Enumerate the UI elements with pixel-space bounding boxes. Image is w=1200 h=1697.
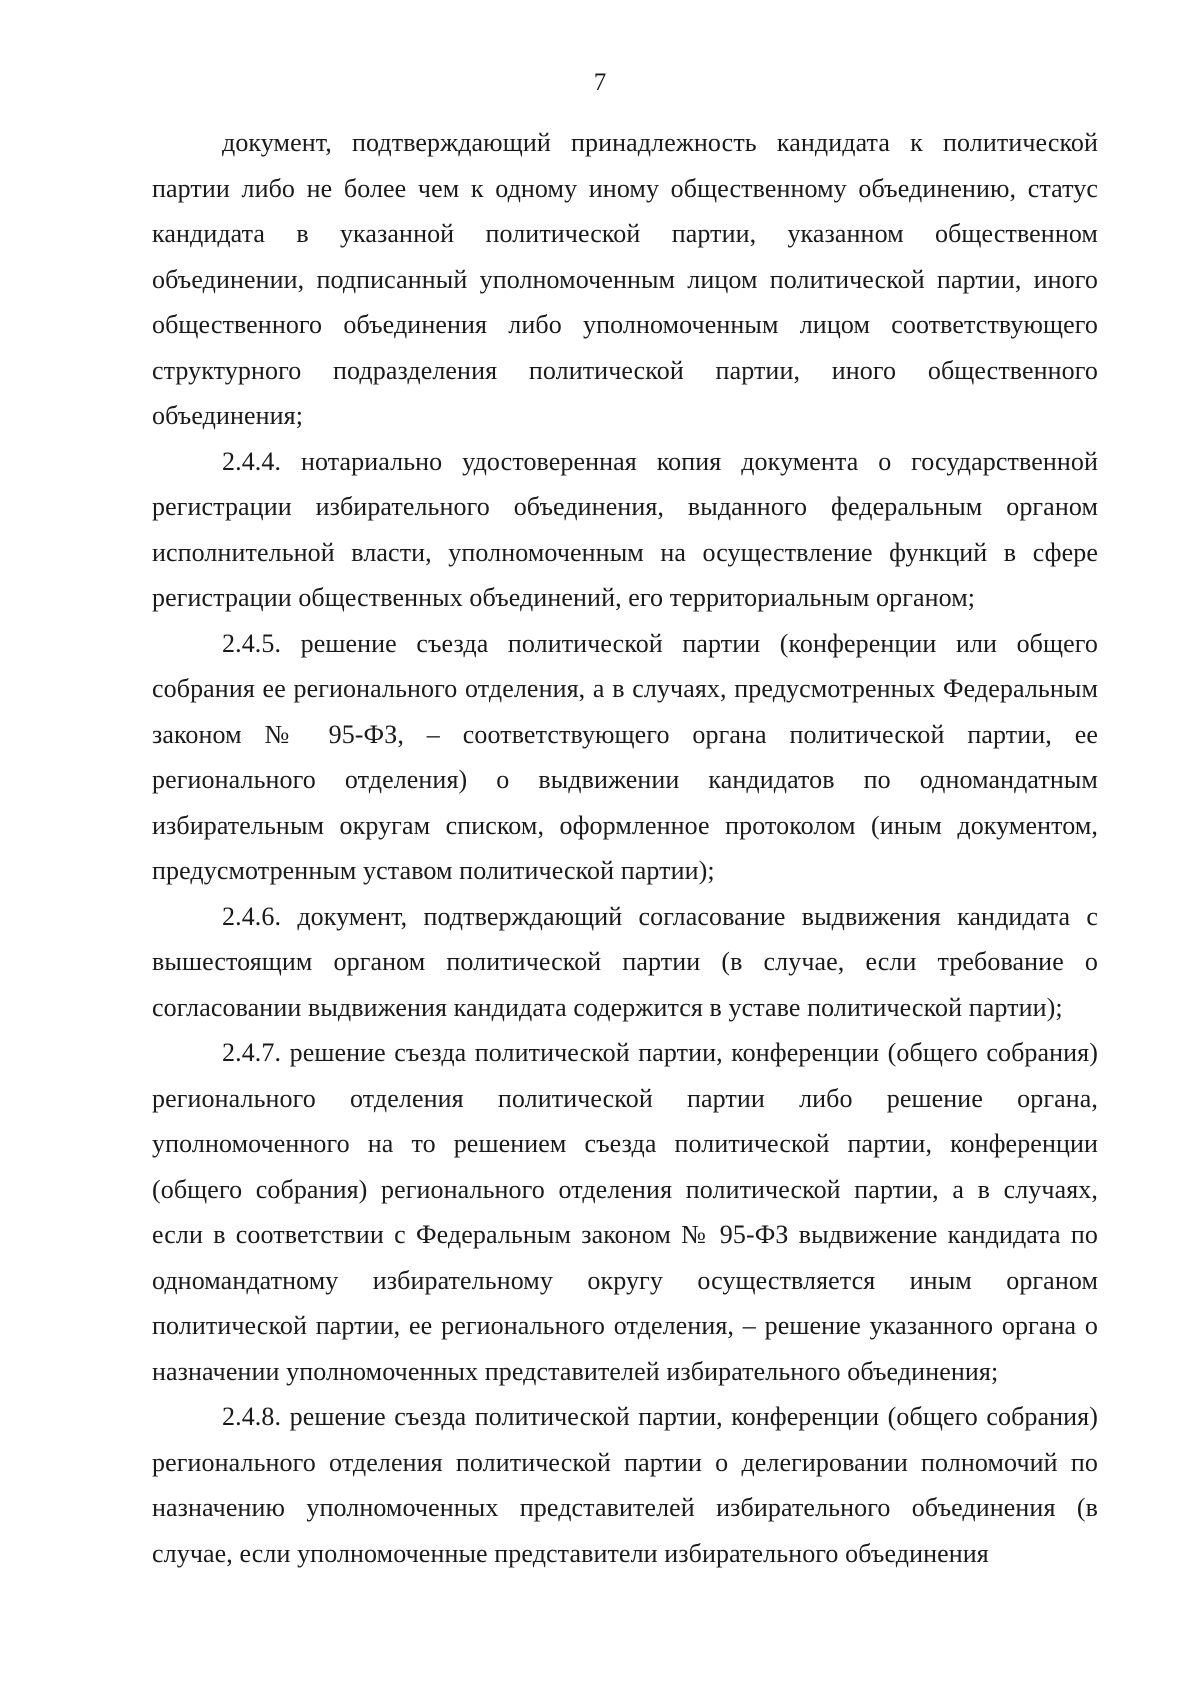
page-number: 7 <box>593 69 607 96</box>
paragraph-2-4-3-continued: документ, подтверждающий принадлежность кандидата к политической партии либо не более чем к одному иному общественному объединению, статус кандидата в указанной политической партии, указанном общественном объединении, подписанный уполномоченным лицом политической партии, иного общественного объединения либо уполномоченным лицом соответствующего структурного подразделения политической партии, иного общественного объединения; <box>152 128 1098 430</box>
document-body <box>152 120 1098 1576</box>
paragraph-2-4-8: 2.4.8. решение съезда политической партии, конференции (общего собрания) регионального отделения политической партии о делегировании полномочий по назначению уполномоченных представителей избирательного объединения (в случае, если уполномоченные представители избирательного объединения <box>152 1402 1098 1568</box>
paragraph-2-4-5: 2.4.5. решение съезда политической партии (конференции или общего собрания ее регионального отделения, а в случаях, предусмотренных Федеральным законом № 95-ФЗ, – соответствующего органа политической партии, ее регионального отделения) о выдвижении кандидатов по одномандатным избирательным округам списком, оформленное протоколом (иным документом, предусмотренным уставом политической партии); <box>152 628 1098 885</box>
paragraph-2-4-4: 2.4.4. нотариально удостоверенная копия документа о государственной регистрации избирательного объединения, выданного федеральным органом исполнительной власти, уполномоченным на осуществление функций в сфере регистрации общественных объединений, его территориальным органом; <box>152 446 1098 612</box>
paragraph-2-4-6: 2.4.6. документ, подтверждающий согласование выдвижения кандидата с вышестоящим органом политической партии (в случае, если требование о согласовании выдвижения кандидата содержится в уставе политической партии); <box>152 901 1098 1022</box>
paragraph-2-4-7: 2.4.7. решение съезда политической партии, конференции (общего собрания) регионального отделения политической партии либо решение органа, уполномоченного на то решением съезда политической партии, конференции (общего собрания) регионального отделения политической партии, а в случаях, если в соответствии с Федеральным законом № 95-ФЗ выдвижение кандидата по одномандатному избирательному округу осуществляется иным органом политической партии, ее регионального отделения, – решение указанного органа о назначении уполномоченных представителей избирательного объединения; <box>152 1038 1098 1386</box>
